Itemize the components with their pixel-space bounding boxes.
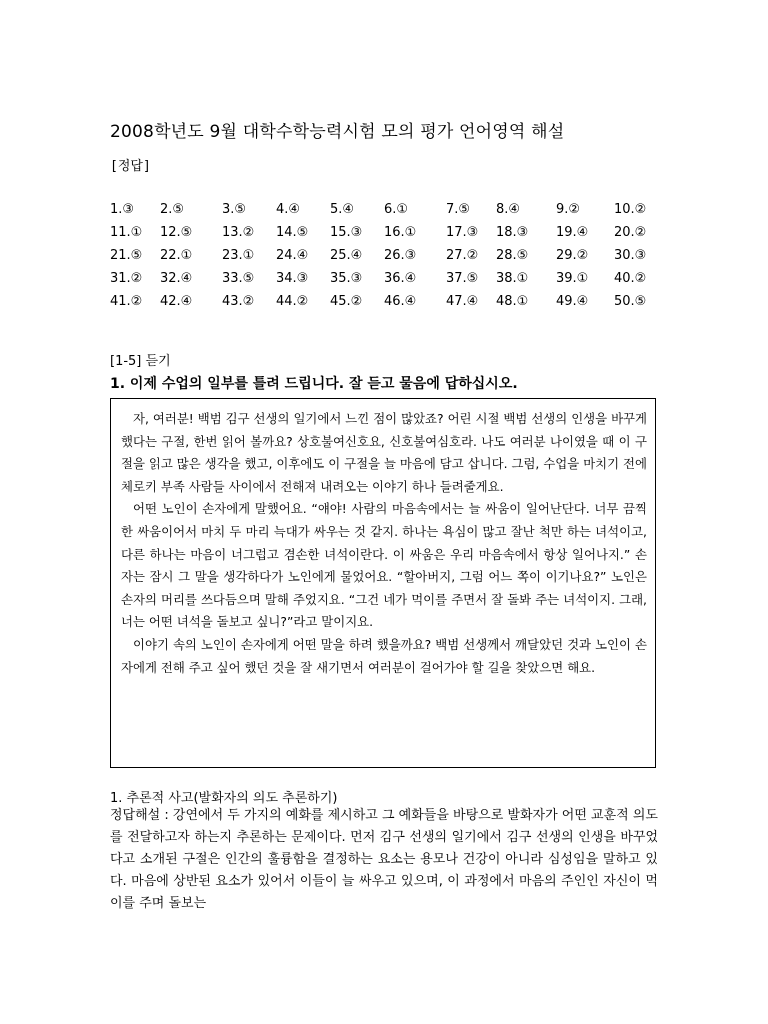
answer-row bbox=[110, 290, 658, 313]
answer-cell: 35.③ bbox=[330, 271, 363, 286]
document-title: 2008학년도 9월 대학수학능력시험 모의 평가 언어영역 해설 bbox=[110, 122, 565, 142]
answer-cell: 29.② bbox=[556, 248, 589, 263]
answer-row bbox=[110, 221, 658, 244]
listening-passage-box bbox=[110, 398, 656, 768]
answer-cell: 6.① bbox=[384, 202, 409, 217]
answer-cell: 14.⑤ bbox=[276, 225, 309, 240]
answer-cell: 38.① bbox=[496, 271, 529, 286]
answer-cell: 16.① bbox=[384, 225, 417, 240]
answer-cell: 3.⑤ bbox=[222, 202, 247, 217]
answer-cell: 45.② bbox=[330, 294, 363, 309]
section-label: [1-5] 듣기 bbox=[110, 354, 171, 369]
explanation-body: 정답해설 : 강연에서 두 가지의 예화를 제시하고 그 예화들을 바탕으로 발화자가 어떤 교훈적 의도를 전달하고자 하는지 추론하는 문제이다. 먼저 김구 선생의 일기에서 김구 선생의 인생을 바꾸었다고 소개된 구절은 인간의 훌륭함을 결정하는 요소는 용모나 건강이 아니라 심성임을 말하고 있다. 마음에 상반된 요소가 있어서 이들이 늘 싸우고 있으며, 이 과정에서 마음의 주인인 자신이 먹이를 주며 돌보는 bbox=[110, 808, 658, 911]
answer-cell: 5.④ bbox=[330, 202, 355, 217]
answer-cell: 41.② bbox=[110, 294, 143, 309]
answer-cell: 20.② bbox=[614, 225, 647, 240]
passage-paragraph: 자, 여러분! 백범 김구 선생의 일기에서 느낀 점이 많았죠? 어린 시절 백범 선생의 인생을 바꾸게 했다는 구절, 한번 읽어 볼까요? 상호불여신호요, 신호불여심호라. 나도 여러분 나이였을 때 이 구절을 읽고 많은 생각을 했고, 이후에도 이 구절을 늘 마음에 담고 삽니다. 그럼, 수업을 마치기 전에 체로키 부족 사람들 사이에서 전해져 내려오는 이야기 하나 들려줄게요. bbox=[121, 411, 647, 494]
answer-cell: 44.② bbox=[276, 294, 309, 309]
answer-cell: 46.④ bbox=[384, 294, 417, 309]
answer-cell: 37.⑤ bbox=[446, 271, 479, 286]
answer-cell: 39.① bbox=[556, 271, 589, 286]
answer-cell: 31.② bbox=[110, 271, 143, 286]
answer-row bbox=[110, 244, 658, 267]
answer-row bbox=[110, 267, 658, 290]
answer-cell: 15.③ bbox=[330, 225, 363, 240]
answer-cell: 7.⑤ bbox=[446, 202, 471, 217]
answer-row bbox=[110, 198, 658, 221]
answer-cell: 32.④ bbox=[160, 271, 193, 286]
answer-cell: 9.② bbox=[556, 202, 581, 217]
answer-cell: 11.① bbox=[110, 225, 143, 240]
question-heading: 1. 이제 수업의 일부를 틀려 드립니다. 잘 듣고 물음에 답하십시오. bbox=[110, 376, 518, 392]
answer-cell: 21.⑤ bbox=[110, 248, 143, 263]
answer-cell: 42.④ bbox=[160, 294, 193, 309]
answer-cell: 10.② bbox=[614, 202, 647, 217]
passage-paragraph: 어떤 노인이 손자에게 말했어요. “얘야! 사람의 마음속에서는 늘 싸움이 일어난단다. 너무 끔찍한 싸움이어서 마치 두 마리 늑대가 싸우는 것 같지. 하나는 욕심이 많고 잘난 척만 하는 녀석이고, 다른 하나는 마음이 너그럽고 겸손한 녀석이란다. 이 싸움은 우리 마음속에서 항상 일어나지.” 손자는 잠시 그 말을 생각하다가 노인에게 물었어요. “할아버지, 그럼 어느 쪽이 이기나요?” 노인은 손자의 머리를 쓰다듬으며 말해 주었지요. “그건 네가 먹이를 주면서 잘 돌봐 주는 녀석이지. 그래, 너는 어떤 녀석을 돌보고 싶니?”라고 말이지요. bbox=[121, 501, 647, 630]
passage-paragraph: 이야기 속의 노인이 손자에게 어떤 말을 하려 했을까요? 백범 선생께서 깨달았던 것과 노인이 손자에게 전해 주고 싶어 했던 것을 잘 새기면서 여러분이 걸어가야 할 길을 찾았으면 해요. bbox=[121, 636, 647, 675]
answer-cell: 4.④ bbox=[276, 202, 301, 217]
answer-cell: 8.④ bbox=[496, 202, 521, 217]
answer-cell: 18.③ bbox=[496, 225, 529, 240]
answer-cell: 50.⑤ bbox=[614, 294, 647, 309]
answer-cell: 47.④ bbox=[446, 294, 479, 309]
answer-cell: 17.③ bbox=[446, 225, 479, 240]
answer-cell: 30.③ bbox=[614, 248, 647, 263]
answer-cell: 1.③ bbox=[110, 202, 135, 217]
explanation-title: 1. 추론적 사고(발화자의 의도 추론하기) bbox=[110, 791, 338, 806]
answer-cell: 19.④ bbox=[556, 225, 589, 240]
answer-cell: 34.③ bbox=[276, 271, 309, 286]
answer-cell: 43.② bbox=[222, 294, 255, 309]
answer-cell: 12.⑤ bbox=[160, 225, 193, 240]
answer-cell: 26.③ bbox=[384, 248, 417, 263]
answer-cell: 13.② bbox=[222, 225, 255, 240]
answer-cell: 23.① bbox=[222, 248, 255, 263]
answer-cell: 25.④ bbox=[330, 248, 363, 263]
answer-cell: 2.⑤ bbox=[160, 202, 185, 217]
answer-cell: 40.② bbox=[614, 271, 647, 286]
answer-cell: 28.⑤ bbox=[496, 248, 529, 263]
answer-cell: 48.① bbox=[496, 294, 529, 309]
answer-cell: 49.④ bbox=[556, 294, 589, 309]
answer-cell: 36.④ bbox=[384, 271, 417, 286]
answer-cell: 27.② bbox=[446, 248, 479, 263]
answer-cell: 33.⑤ bbox=[222, 271, 255, 286]
answer-key-label: [정답] bbox=[110, 159, 151, 174]
answer-key-table bbox=[110, 198, 658, 313]
answer-cell: 22.① bbox=[160, 248, 193, 263]
answer-cell: 24.④ bbox=[276, 248, 309, 263]
